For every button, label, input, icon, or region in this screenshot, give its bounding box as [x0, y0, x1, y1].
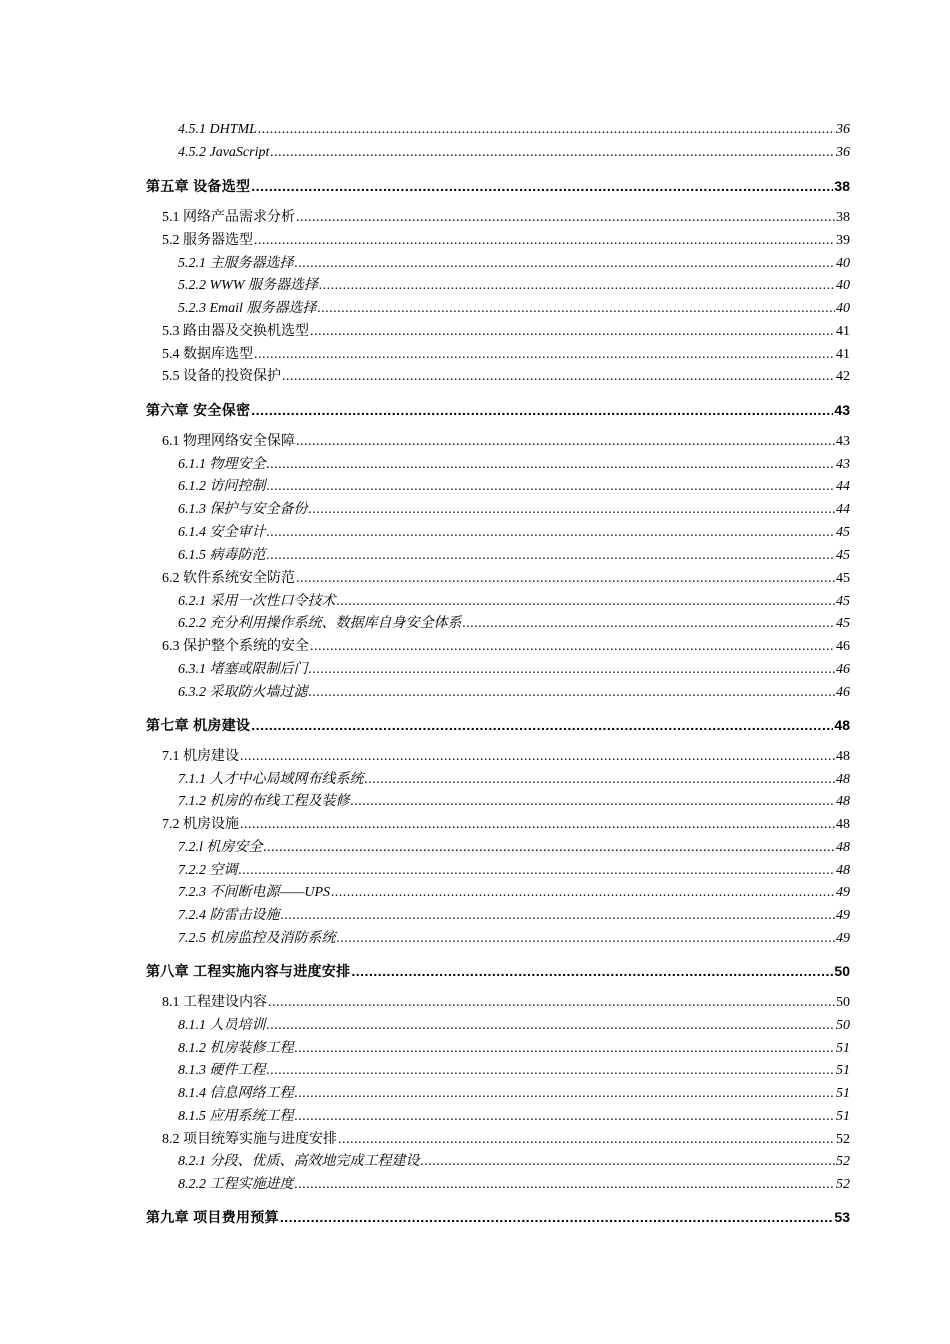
- toc-subsection-entry[interactable]: [178, 862, 850, 880]
- toc-page-number: 50: [836, 1018, 850, 1033]
- toc-page-number: 51: [836, 1086, 850, 1101]
- toc-subsection-entry[interactable]: [178, 277, 850, 295]
- toc-page-number: 52: [836, 1154, 850, 1169]
- toc-page-number: 51: [836, 1109, 850, 1124]
- toc-dot-leader: [296, 209, 835, 227]
- toc-page-number: 43: [836, 457, 850, 472]
- toc-entry-title: 7.1 机房建设: [162, 749, 239, 764]
- toc-entry-title: 5.2.3 Email 服务器选择: [178, 301, 317, 316]
- toc-subsection-entry[interactable]: [178, 684, 850, 702]
- toc-page-number: 45: [836, 571, 850, 586]
- toc-dot-leader: [365, 771, 836, 789]
- toc-entry-title: 8.2.2 工程实施进度: [178, 1177, 294, 1192]
- toc-page-number: 52: [836, 1177, 850, 1192]
- toc-page-number: 43: [836, 434, 850, 449]
- toc-page-number: 41: [836, 347, 850, 362]
- toc-dot-leader: [338, 1131, 835, 1149]
- toc-chapter-entry[interactable]: [146, 177, 850, 195]
- toc-entry-title: 8.1.1 人员培训: [178, 1018, 266, 1033]
- toc-section-entry[interactable]: [162, 748, 850, 766]
- toc-dot-leader: [251, 177, 833, 195]
- toc-subsection-entry[interactable]: [178, 144, 850, 162]
- toc-page-number: 49: [836, 908, 850, 923]
- toc-subsection-entry[interactable]: [178, 593, 850, 611]
- toc-page-number: 50: [836, 995, 850, 1010]
- toc-dot-leader: [254, 232, 835, 250]
- toc-dot-leader: [267, 1062, 836, 1080]
- toc-page-number: 48: [836, 817, 850, 832]
- toc-entry-title: 5.2 服务器选型: [162, 233, 253, 248]
- toc-entry-title: 8.1 工程建设内容: [162, 995, 267, 1010]
- toc-section-entry[interactable]: [162, 816, 850, 834]
- toc-chapter-entry[interactable]: [146, 1208, 850, 1226]
- toc-page-number: 38: [834, 178, 850, 194]
- toc-entry-title: 7.2.2 空调: [178, 863, 238, 878]
- toc-entry-title: 5.3 路由器及交换机选型: [162, 324, 309, 339]
- toc-dot-leader: [337, 930, 836, 948]
- toc-entry-title: 8.1.2 机房装修工程: [178, 1041, 294, 1056]
- toc-dot-leader: [310, 323, 835, 341]
- toc-page-number: 41: [836, 324, 850, 339]
- toc-subsection-entry[interactable]: [178, 930, 850, 948]
- toc-subsection-entry[interactable]: [178, 1108, 850, 1126]
- toc-page-number: 46: [836, 685, 850, 700]
- toc-subsection-entry[interactable]: [178, 1040, 850, 1058]
- toc-page-number: 43: [834, 402, 850, 418]
- toc-dot-leader: [295, 1040, 836, 1058]
- toc-section-entry[interactable]: [162, 368, 850, 386]
- toc-subsection-entry[interactable]: [178, 456, 850, 474]
- toc-entry-title: 第六章 安全保密: [146, 402, 251, 418]
- toc-subsection-entry[interactable]: [178, 121, 850, 139]
- toc-page-number: 36: [836, 122, 850, 137]
- toc-entry-title: 8.2 项目统筹实施与进度安排: [162, 1132, 337, 1147]
- toc-dot-leader: [251, 401, 833, 419]
- toc-page-number: 51: [836, 1063, 850, 1078]
- toc-entry-title: 第八章 工程实施内容与进度安排: [146, 963, 351, 979]
- toc-section-entry[interactable]: [162, 346, 850, 364]
- toc-entry-title: 6.1.4 安全审计: [178, 525, 266, 540]
- toc-dot-leader: [267, 547, 836, 565]
- toc-entry-title: 5.4 数据库选型: [162, 347, 253, 362]
- toc-page-number: 48: [836, 840, 850, 855]
- toc-entry-title: 6.3.2 采取防火墙过滤: [178, 685, 308, 700]
- toc-subsection-entry[interactable]: [178, 1153, 850, 1171]
- toc-entry-title: 6.2.1 采用一次性口令技术: [178, 594, 336, 609]
- toc-entry-title: 7.2 机房设施: [162, 817, 239, 832]
- toc-page-number: 36: [836, 145, 850, 160]
- toc-entry-title: 8.1.3 硬件工程: [178, 1063, 266, 1078]
- toc-dot-leader: [331, 884, 835, 902]
- toc-page-number: 40: [836, 301, 850, 316]
- toc-page-number: 48: [834, 717, 850, 733]
- toc-dot-leader: [310, 638, 835, 656]
- toc-dot-leader: [317, 300, 835, 318]
- toc-entry-title: 7.2.4 防雷击设施: [178, 908, 280, 923]
- toc-page-number: 48: [836, 749, 850, 764]
- toc-entry-title: 6.1.1 物理安全: [178, 457, 266, 472]
- toc-page-number: 40: [836, 256, 850, 271]
- toc-dot-leader: [309, 684, 836, 702]
- toc-subsection-entry[interactable]: [178, 839, 850, 857]
- toc-subsection-entry[interactable]: [178, 478, 850, 496]
- toc-dot-leader: [280, 1208, 834, 1226]
- toc-entry-title: 6.1.5 病毒防范: [178, 548, 266, 563]
- toc-dot-leader: [421, 1153, 836, 1171]
- toc-subsection-entry[interactable]: [178, 661, 850, 679]
- toc-page-number: 48: [836, 794, 850, 809]
- toc-page-number: 46: [836, 639, 850, 654]
- toc-section-entry[interactable]: [162, 994, 850, 1012]
- toc-page-number: 51: [836, 1041, 850, 1056]
- toc-section-entry[interactable]: [162, 638, 850, 656]
- toc-entry-title: 6.3 保护整个系统的安全: [162, 639, 309, 654]
- toc-entry-title: 第九章 项目费用预算: [146, 1209, 279, 1225]
- toc-page-number: 44: [836, 502, 850, 517]
- toc-subsection-entry[interactable]: [178, 907, 850, 925]
- toc-dot-leader: [263, 839, 835, 857]
- toc-entry-title: 第七章 机房建设: [146, 717, 251, 733]
- toc-dot-leader: [268, 994, 835, 1012]
- toc-section-entry[interactable]: [162, 232, 850, 250]
- toc-entry-title: 6.1.3 保护与安全备份: [178, 502, 308, 517]
- toc-subsection-entry[interactable]: [178, 1017, 850, 1035]
- toc-page-number: 49: [836, 885, 850, 900]
- toc-entry-title: 7.1.1 人才中心局域网布线系统: [178, 772, 364, 787]
- toc-page-number: 42: [836, 369, 850, 384]
- toc-entry-title: 6.1.2 访问控制: [178, 479, 266, 494]
- toc-entry-title: 6.2 软件系统安全防范: [162, 571, 295, 586]
- toc-dot-leader: [295, 1108, 836, 1126]
- toc-dot-leader: [254, 346, 835, 364]
- toc-entry-title: 8.1.5 应用系统工程: [178, 1109, 294, 1124]
- toc-entry-title: 第五章 设备选型: [146, 178, 251, 194]
- toc-chapter-entry[interactable]: [146, 962, 850, 980]
- toc-chapter-entry[interactable]: [146, 716, 850, 734]
- toc-dot-leader: [309, 501, 836, 519]
- toc-page-number: 39: [836, 233, 850, 248]
- toc-dot-leader: [267, 478, 836, 496]
- toc-dot-leader: [267, 1017, 836, 1035]
- toc-subsection-entry[interactable]: [178, 255, 850, 273]
- toc-dot-leader: [351, 962, 833, 980]
- toc-dot-leader: [239, 862, 836, 880]
- toc-page-number: 45: [836, 525, 850, 540]
- toc-page-number: 45: [836, 548, 850, 563]
- toc-subsection-entry[interactable]: [178, 771, 850, 789]
- toc-page-number: 40: [836, 278, 850, 293]
- toc-page-number: 53: [834, 1209, 850, 1225]
- toc-entry-title: 6.2.2 充分利用操作系统、数据库自身安全体系: [178, 616, 462, 631]
- toc-subsection-entry[interactable]: [178, 300, 850, 318]
- toc-subsection-entry[interactable]: [178, 1176, 850, 1194]
- toc-dot-leader: [240, 816, 835, 834]
- toc-entry-title: 5.2.2 WWW 服务器选择: [178, 278, 318, 293]
- toc-section-entry[interactable]: [162, 1131, 850, 1149]
- toc-subsection-entry[interactable]: [178, 793, 850, 811]
- toc-dot-leader: [295, 1085, 836, 1103]
- toc-entry-title: 7.2.l 机房安全: [178, 840, 263, 855]
- toc-entry-title: 5.5 设备的投资保护: [162, 369, 281, 384]
- toc-dot-leader: [463, 615, 836, 633]
- toc-dot-leader: [337, 593, 836, 611]
- toc-dot-leader: [281, 907, 836, 925]
- toc-section-entry[interactable]: [162, 570, 850, 588]
- toc-page-number: 45: [836, 594, 850, 609]
- toc-dot-leader: [296, 433, 835, 451]
- toc-page-number: 49: [836, 931, 850, 946]
- toc-dot-leader: [267, 456, 836, 474]
- toc-page-number: 52: [836, 1132, 850, 1147]
- toc-entry-title: 5.2.1 主服务器选择: [178, 256, 294, 271]
- toc-dot-leader: [296, 570, 835, 588]
- toc-page-number: 45: [836, 616, 850, 631]
- toc-dot-leader: [270, 144, 835, 162]
- toc-entry-title: 7.2.5 机房监控及消防系统: [178, 931, 336, 946]
- toc-dot-leader: [267, 524, 836, 542]
- toc-page-number: 50: [834, 963, 850, 979]
- toc-dot-leader: [240, 748, 835, 766]
- toc-subsection-entry[interactable]: [178, 547, 850, 565]
- toc-page-number: 48: [836, 863, 850, 878]
- toc-entry-title: 6.3.1 堵塞或限制后门: [178, 662, 308, 677]
- toc-dot-leader: [258, 121, 835, 139]
- toc-subsection-entry[interactable]: [178, 524, 850, 542]
- toc-dot-leader: [295, 1176, 836, 1194]
- toc-dot-leader: [251, 716, 833, 734]
- toc-entry-title: 6.1 物理网络安全保障: [162, 434, 295, 449]
- toc-subsection-entry[interactable]: [178, 1085, 850, 1103]
- toc-dot-leader: [319, 277, 835, 295]
- toc-section-entry[interactable]: [162, 433, 850, 451]
- toc-dot-leader: [295, 255, 836, 273]
- toc-subsection-entry[interactable]: [178, 1062, 850, 1080]
- toc-subsection-entry[interactable]: [178, 501, 850, 519]
- toc-dot-leader: [309, 661, 836, 679]
- toc-entry-title: 4.5.2 JavaScript: [178, 145, 270, 160]
- toc-page-number: 48: [836, 772, 850, 787]
- toc-entry-title: 7.1.2 机房的布线工程及装修: [178, 794, 350, 809]
- toc-section-entry[interactable]: [162, 323, 850, 341]
- toc-entry-title: 8.1.4 信息网络工程: [178, 1086, 294, 1101]
- toc-dot-leader: [282, 368, 835, 386]
- toc-subsection-entry[interactable]: [178, 615, 850, 633]
- toc-page-number: 44: [836, 479, 850, 494]
- toc-entry-title: 4.5.1 DHTML: [178, 122, 257, 137]
- toc-entry-title: 7.2.3 不间断电源——UPS: [178, 885, 331, 900]
- toc-chapter-entry[interactable]: [146, 401, 850, 419]
- toc-page-number: 46: [836, 662, 850, 677]
- toc-subsection-entry[interactable]: [178, 884, 850, 902]
- toc-page-number: 38: [836, 210, 850, 225]
- toc-entry-title: 5.1 网络产品需求分析: [162, 210, 295, 225]
- toc-entry-title: 8.2.1 分段、优质、高效地完成工程建设: [178, 1154, 420, 1169]
- toc-dot-leader: [351, 793, 836, 811]
- toc-section-entry[interactable]: [162, 209, 850, 227]
